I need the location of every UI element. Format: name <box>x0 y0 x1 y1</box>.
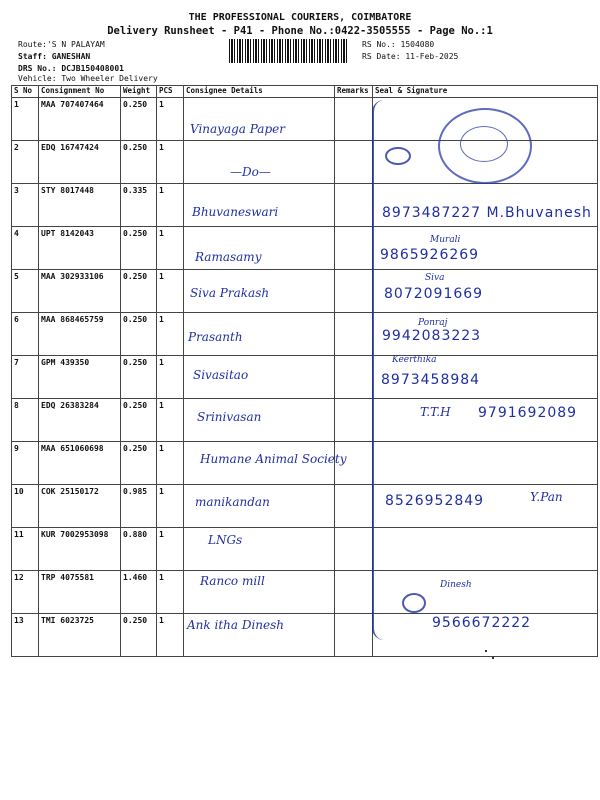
row-signature-cell <box>373 442 598 485</box>
row-sno: 6 <box>12 313 39 356</box>
consignee-handwriting: Ank itha Dinesh <box>187 618 285 632</box>
row-consignment-no: TMI 6023725 <box>39 614 121 657</box>
table-header-row <box>12 86 598 98</box>
row-consignment-no: KUR 7002953098 <box>39 528 121 571</box>
rs-date: RS Date: 11-Feb-2025 <box>362 52 459 61</box>
row-pcs: 1 <box>157 184 184 227</box>
signature-handwriting: Ponraj <box>418 318 448 328</box>
table-row <box>12 313 598 356</box>
row-pcs: 1 <box>157 614 184 657</box>
vehicle-field: Vehicle: Two Wheeler Delivery <box>18 74 158 83</box>
table-row <box>12 184 598 227</box>
row-consignment-no: GPM 439350 <box>39 356 121 399</box>
row-consignee-cell <box>184 399 335 442</box>
col-sno: S No <box>12 86 39 98</box>
row-remarks-cell <box>335 528 373 571</box>
row-signature-cell <box>373 485 598 528</box>
row-sno: 1 <box>12 98 39 141</box>
row-sno: 3 <box>12 184 39 227</box>
row-signature-cell <box>373 270 598 313</box>
row-weight: 0.985 <box>121 485 157 528</box>
row-weight: 1.460 <box>121 571 157 614</box>
col-consignee: Consignee Details <box>184 86 335 98</box>
row-weight: 0.250 <box>121 356 157 399</box>
row-weight: 0.250 <box>121 227 157 270</box>
signature-handwriting: T.T.H <box>420 405 451 419</box>
drs-field: DRS No.: DCJB150408001 <box>18 64 124 73</box>
row-sno: 8 <box>12 399 39 442</box>
row-sno: 13 <box>12 614 39 657</box>
row-sno: 12 <box>12 571 39 614</box>
row-consignment-no: MAA 651060698 <box>39 442 121 485</box>
row-remarks-cell <box>335 485 373 528</box>
row-signature-cell <box>373 227 598 270</box>
barcode <box>229 39 347 63</box>
row-consignee-cell <box>184 227 335 270</box>
signature-handwriting: 8973487227 M.Bhuvanesh <box>382 205 592 221</box>
col-signature: Seal & Signature <box>373 86 598 98</box>
row-remarks-cell <box>335 270 373 313</box>
row-pcs: 1 <box>157 270 184 313</box>
row-remarks-cell <box>335 571 373 614</box>
row-pcs: 1 <box>157 98 184 141</box>
row-remarks-cell <box>335 227 373 270</box>
row-consignee-cell <box>184 485 335 528</box>
signature-handwriting: Murali <box>430 235 461 245</box>
signature-scribble <box>385 147 411 165</box>
consignee-handwriting: Ramasamy <box>195 250 262 264</box>
row-weight: 0.250 <box>121 270 157 313</box>
consignee-handwriting: Srinivasan <box>197 410 262 424</box>
row-pcs: 1 <box>157 141 184 184</box>
consignee-handwriting: Vinayaga Paper <box>190 122 285 136</box>
row-weight: 0.250 <box>121 442 157 485</box>
row-sno: 11 <box>12 528 39 571</box>
table-row <box>12 571 598 614</box>
col-remarks: Remarks <box>335 86 373 98</box>
row-consignee-cell <box>184 442 335 485</box>
consignee-handwriting: Bhuvaneswari <box>192 205 279 219</box>
table-row <box>12 528 598 571</box>
row-consignment-no: COK 25150172 <box>39 485 121 528</box>
row-weight: 0.880 <box>121 528 157 571</box>
ink-dot <box>492 657 494 659</box>
row-remarks-cell <box>335 313 373 356</box>
row-consignee-cell <box>184 571 335 614</box>
signature-handwriting: 8072091669 <box>384 286 484 302</box>
row-sno: 5 <box>12 270 39 313</box>
row-remarks-cell <box>335 399 373 442</box>
row-consignee-cell <box>184 141 335 184</box>
row-pcs: 1 <box>157 528 184 571</box>
row-weight: 0.250 <box>121 399 157 442</box>
row-consignment-no: TRP 4075581 <box>39 571 121 614</box>
row-remarks-cell <box>335 614 373 657</box>
consignee-handwriting: Ranco mill <box>200 574 265 588</box>
row-weight: 0.250 <box>121 313 157 356</box>
row-sno: 2 <box>12 141 39 184</box>
staff-field: Staff: GANESHAN <box>18 52 91 61</box>
row-consignee-cell <box>184 356 335 399</box>
row-remarks-cell <box>335 141 373 184</box>
row-consignment-no: MAA 302933106 <box>39 270 121 313</box>
row-consignment-no: STY 8017448 <box>39 184 121 227</box>
row-pcs: 1 <box>157 442 184 485</box>
row-consignment-no: EDQ 26383284 <box>39 399 121 442</box>
row-signature-cell <box>373 399 598 442</box>
row-consignment-no: UPT 8142043 <box>39 227 121 270</box>
row-signature-cell <box>373 184 598 227</box>
row-consignment-no: EDQ 16747424 <box>39 141 121 184</box>
row-signature-cell <box>373 356 598 399</box>
row-consignment-no: MAA 707407464 <box>39 98 121 141</box>
row-sno: 7 <box>12 356 39 399</box>
table-row <box>12 399 598 442</box>
row-weight: 0.250 <box>121 141 157 184</box>
ink-dot <box>485 650 487 652</box>
signature-handwriting: 9566672222 <box>432 615 532 631</box>
row-consignee-cell <box>184 614 335 657</box>
consignee-handwriting: Prasanth <box>188 330 243 344</box>
row-consignee-cell <box>184 270 335 313</box>
row-signature-cell <box>373 313 598 356</box>
signature-handwriting: 9791692089 <box>478 405 578 421</box>
table-row <box>12 485 598 528</box>
row-weight: 0.335 <box>121 184 157 227</box>
consignee-handwriting: —Do— <box>230 165 271 179</box>
row-remarks-cell <box>335 442 373 485</box>
row-signature-cell <box>373 528 598 571</box>
row-remarks-cell <box>335 184 373 227</box>
signature-handwriting: 8973458984 <box>381 372 481 388</box>
row-weight: 0.250 <box>121 98 157 141</box>
row-pcs: 1 <box>157 313 184 356</box>
table-row <box>12 270 598 313</box>
signature-handwriting: 9942083223 <box>382 328 482 344</box>
table-row <box>12 356 598 399</box>
table-row <box>12 614 598 657</box>
col-weight: Weight <box>121 86 157 98</box>
signature-bracket-mark <box>372 100 392 640</box>
company-seal-stamp <box>438 108 532 184</box>
col-pcs: PCS <box>157 86 184 98</box>
row-consignee-cell <box>184 98 335 141</box>
table-row <box>12 442 598 485</box>
signature-handwriting: Siva <box>425 273 445 283</box>
row-consignee-cell <box>184 184 335 227</box>
signature-handwriting: Keerthika <box>392 355 437 365</box>
row-remarks-cell <box>335 356 373 399</box>
row-consignee-cell <box>184 313 335 356</box>
consignee-handwriting: LNGs <box>208 533 243 547</box>
signature-handwriting: 8526952849 <box>385 493 485 509</box>
row-consignment-no: MAA 868465759 <box>39 313 121 356</box>
consignee-handwriting: Siva Prakash <box>190 286 270 300</box>
row-weight: 0.250 <box>121 614 157 657</box>
row-sno: 4 <box>12 227 39 270</box>
signature-handwriting: Dinesh <box>440 580 472 590</box>
rs-number: RS No.: 1504080 <box>362 40 435 49</box>
signature-handwriting: Y.Pan <box>530 490 563 504</box>
row-consignee-cell <box>184 528 335 571</box>
consignee-handwriting: manikandan <box>195 495 270 509</box>
col-consignment: Consignment No <box>39 86 121 98</box>
consignee-handwriting: Humane Animal Society <box>200 452 347 466</box>
row-sno: 10 <box>12 485 39 528</box>
row-sno: 9 <box>12 442 39 485</box>
consignee-handwriting: Sivasitao <box>193 368 249 382</box>
table-row <box>12 227 598 270</box>
route-field: Route:'S N PALAYAM <box>18 40 105 49</box>
row-pcs: 1 <box>157 399 184 442</box>
row-pcs: 1 <box>157 485 184 528</box>
company-title: THE PROFESSIONAL COURIERS, COIMBATORE <box>188 12 412 23</box>
runsheet-title: Delivery Runsheet - P41 - Phone No.:0422-3505555 - Page No.:1 <box>107 25 493 37</box>
row-pcs: 1 <box>157 571 184 614</box>
signature-handwriting: 9865926269 <box>380 247 480 263</box>
signature-scribble <box>402 593 426 613</box>
row-pcs: 1 <box>157 356 184 399</box>
row-remarks-cell <box>335 98 373 141</box>
row-pcs: 1 <box>157 227 184 270</box>
